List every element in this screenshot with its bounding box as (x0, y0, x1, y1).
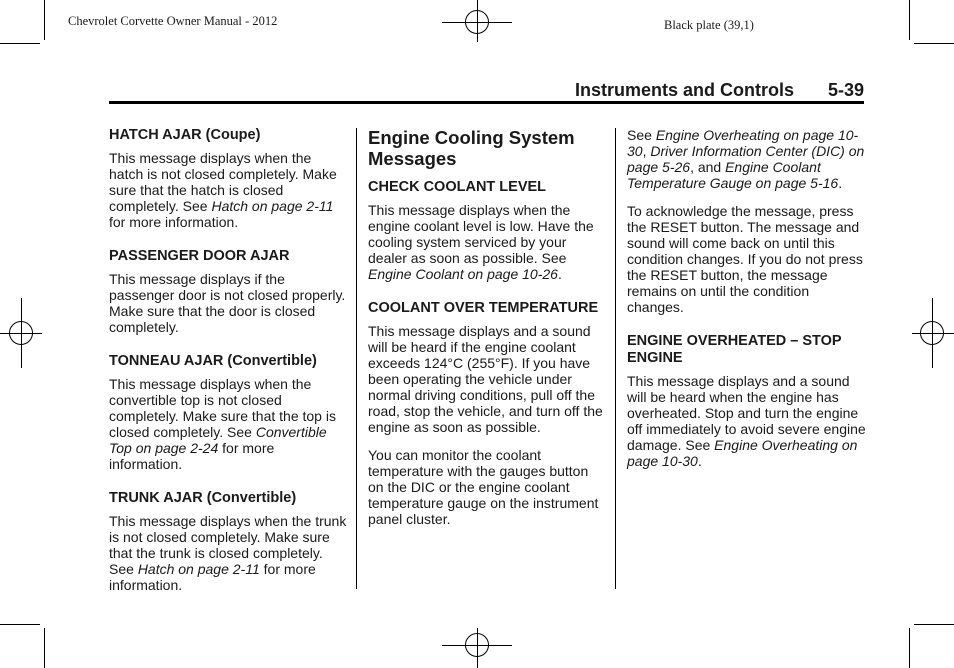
section-heading: Engine Cooling System Messages (368, 127, 575, 169)
column-1 (109, 127, 347, 605)
cross-reference[interactable]: Engine Overheating on page 10-30 (627, 437, 858, 469)
column-2 (368, 127, 606, 539)
plate-label: Black plate (39,1) (664, 18, 754, 32)
cross-reference[interactable]: Driver Information Center (DIC) on page 5-26 (627, 143, 865, 175)
registration-circle (9, 321, 33, 345)
crop-mark (0, 624, 40, 625)
crop-mark (909, 628, 910, 668)
paragraph: This message displays when the convertible top is not closed completely. Make sure that the top is closed completely. See Convertible Top on page 2-24 for more information. (109, 376, 336, 472)
subheading: TONNEAU AJAR (Convertible) (109, 353, 317, 369)
cross-reference[interactable]: Engine Coolant Temperature Gauge on page 5-16 (627, 159, 839, 191)
paragraph: This message displays and a sound will be heard if the engine coolant exceeds 124°C (255°F). If you have been operating the vehicle under normal driving conditions, pull off the road, stop the vehicle, and turn off the engine as soon as possible. (368, 323, 603, 435)
subheading: TRUNK AJAR (Convertible) (109, 490, 297, 506)
paragraph: You can monitor the coolant temperature with the gauges button on the DIC or the engine coolant temperature gauge on the instrument panel cluster. (368, 447, 599, 527)
crop-mark (44, 0, 45, 40)
subheading: HATCH AJAR (Coupe) (109, 127, 261, 143)
crop-mark (914, 624, 954, 625)
cross-reference[interactable]: Hatch on page 2-11 (137, 561, 260, 577)
crop-mark (909, 0, 910, 40)
cross-reference[interactable]: Hatch on page 2-11 (211, 198, 334, 214)
document-title: Chevrolet Corvette Owner Manual - 2012 (68, 14, 278, 28)
crop-mark (0, 43, 40, 44)
cross-reference[interactable]: Engine Overheating on page 10-30 (627, 127, 859, 159)
paragraph: See Engine Overheating on page 10-30, Driver Information Center (DIC) on page 5-26, and Engine Coolant Temperature Gauge on page 5-16. (627, 127, 865, 191)
registration-circle (465, 633, 489, 657)
page-number: 5-39 (827, 80, 864, 100)
registration-circle (920, 321, 944, 345)
subheading: ENGINE OVERHEATED – STOP ENGINE (627, 333, 842, 366)
paragraph: This message displays if the passenger door is not closed properly. Make sure that the door is closed completely. (109, 271, 346, 335)
paragraph: This message displays and a sound will be heard when the engine has overheated. Stop and turn the engine off immediately to avoid severe engine damage. See Engine Overheating on page 10-30. (627, 373, 866, 469)
paragraph: To acknowledge the message, press the RESET button. The message and sound will come back on until this condition changes. If you do not press the RESET button, the message remains on until the condition changes. (627, 203, 863, 315)
column-divider (356, 128, 357, 589)
section-title: Instruments and Controls (574, 80, 794, 100)
paragraph: This message displays when the hatch is not closed completely. Make sure that the hatch is closed completely. See Hatch on page 2-11 for more information. (109, 150, 337, 230)
cross-reference[interactable]: Convertible Top on page 2-24 (109, 424, 327, 456)
subheading: PASSENGER DOOR AJAR (109, 248, 290, 264)
crop-mark (44, 628, 45, 668)
subheading: COOLANT OVER TEMPERATURE (368, 300, 599, 316)
cross-reference[interactable]: Engine Coolant on page 10-26 (368, 266, 558, 282)
crop-mark (914, 43, 954, 44)
section-header (109, 80, 864, 102)
paragraph: This message displays when the engine coolant level is low. Have the cooling system serviced by your dealer as soon as possible. See Engine Coolant on page 10-26. (368, 202, 594, 282)
paragraph: This message displays when the trunk is not closed completely. Make sure that the trunk is closed completely. See Hatch on page 2-11 for more information. (109, 513, 347, 593)
column-3 (627, 127, 867, 481)
subheading: CHECK COOLANT LEVEL (368, 179, 547, 195)
header-rule (109, 101, 864, 104)
column-divider (615, 128, 616, 589)
registration-circle (465, 10, 489, 34)
